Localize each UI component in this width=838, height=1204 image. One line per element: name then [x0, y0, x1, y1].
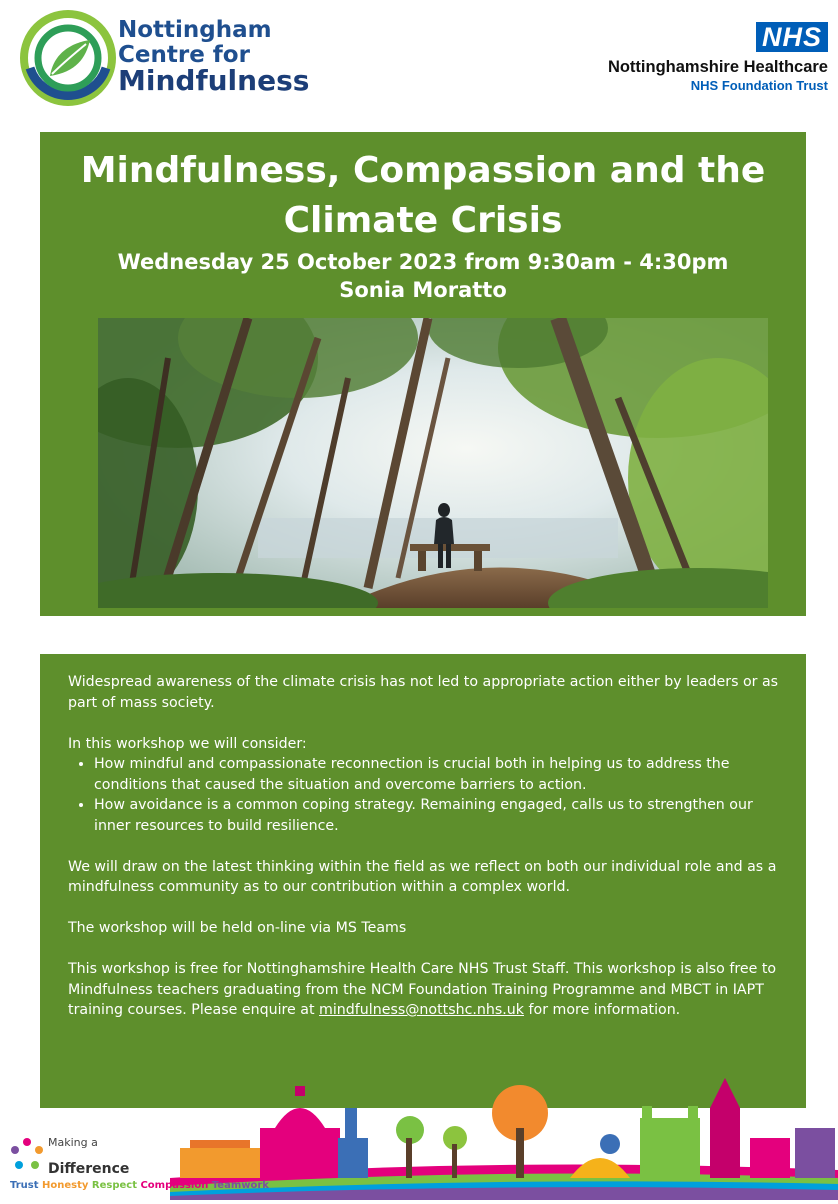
forest-illustration	[98, 318, 768, 608]
intro-paragraph: Widespread awareness of the climate crisis has not led to appropriate action either by leaders or as part of mass society.	[68, 674, 779, 711]
nhs-logo	[528, 22, 828, 102]
ncm-line3: Mindfulness	[118, 64, 310, 97]
event-presenter: Sonia Moratto	[339, 278, 507, 302]
trust-values	[10, 1180, 269, 1191]
value-teamwork: Teamwork	[211, 1180, 269, 1191]
ncm-line2: Centre for	[118, 42, 250, 68]
nhs-trust-name: NHS Foundation Trust	[690, 78, 828, 93]
forest-photo	[98, 318, 768, 608]
making-a-text: Making a	[48, 1136, 98, 1149]
eligibility-text: This workshop is free for Nottinghamshire Health Care NHS Trust Staff. This workshop is also free to Mindfulness teachers graduating from the NCM Foundation Training Programme and MBCT in IAPT training courses. Please enquire at	[68, 961, 777, 1018]
value-compassion: Compassion	[140, 1180, 209, 1191]
ncm-wordmark	[118, 17, 310, 97]
ncm-logo	[20, 8, 310, 108]
difference-text: Difference	[48, 1161, 130, 1177]
value-trust: Trust	[10, 1180, 39, 1191]
nhs-badge: NHS	[756, 22, 828, 52]
event-title	[40, 146, 806, 246]
event-date: Wednesday 25 October 2023 from 9:30am - 4:30pm	[117, 250, 729, 274]
value-respect: Respect	[91, 1180, 137, 1191]
event-title-line1: Mindfulness, Compassion and the	[80, 150, 766, 191]
ncm-line1: Nottingham	[118, 17, 272, 43]
people-circle-icon	[10, 1137, 44, 1171]
consider-list	[68, 754, 790, 836]
approach-paragraph: We will draw on the latest thinking within the field as we reflect on both our individual role and as a mindfulness community as to our contribution within a complex world.	[68, 858, 777, 895]
nhs-org-name: Nottinghamshire Healthcare	[607, 58, 828, 76]
consider-item: • How avoidance is a common coping strategy. Remaining engaged, calls us to strengthen our inner resources to build resilience.	[94, 795, 790, 836]
ncm-logo-icon	[20, 10, 116, 106]
event-title-line2: Climate Crisis	[283, 200, 563, 241]
email-link[interactable]: mindfulness@nottshc.nhs.uk	[319, 1002, 525, 1018]
consider-item: • How mindful and compassionate reconnection is crucial both in helping us to address the conditions that caused the situation and overcome barriers to action.	[94, 754, 790, 795]
event-header	[40, 132, 806, 616]
eligibility-text-end: for more information.	[524, 1002, 681, 1018]
making-a-difference-logo	[8, 1135, 269, 1195]
skyline-illustration	[170, 1078, 838, 1200]
workshop-description	[40, 654, 806, 1108]
format-paragraph: The workshop will be held on-line via MS Teams	[68, 920, 407, 936]
value-honesty: Honesty	[42, 1180, 89, 1191]
city-skyline-banner	[170, 1078, 838, 1200]
eligibility-paragraph	[68, 959, 790, 1021]
consider-intro: In this workshop we will consider:	[68, 735, 307, 752]
